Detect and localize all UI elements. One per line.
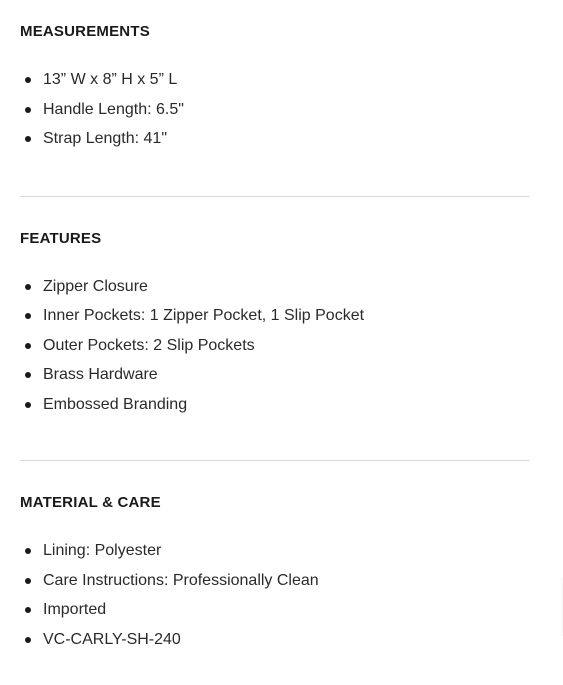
list-item — [20, 625, 530, 655]
product-details — [20, 0, 530, 654]
features-list — [20, 272, 530, 420]
material-care-section — [20, 461, 530, 654]
list-item-text: Brass Hardware — [43, 366, 158, 383]
list-item — [20, 331, 530, 361]
list-item — [20, 390, 530, 420]
list-item — [20, 95, 530, 125]
features-section — [20, 197, 530, 420]
measurements-list — [20, 65, 530, 154]
bullet-icon — [25, 107, 31, 113]
list-item-text: Care Instructions: Professionally Clean — [43, 571, 319, 589]
bullet-icon — [25, 343, 31, 349]
features-heading: FEATURES — [20, 229, 102, 247]
bullet-icon — [25, 372, 31, 378]
bullet-icon — [25, 402, 31, 408]
list-item — [20, 360, 530, 390]
bullet-icon — [25, 637, 31, 643]
list-item — [20, 566, 530, 596]
list-item-text: Strap Length: 41" — [43, 130, 167, 147]
bullet-icon — [25, 607, 31, 613]
list-item-text: Inner Pockets: 1 Zipper Pocket, 1 Slip Pocket — [43, 307, 365, 324]
material-care-list — [20, 536, 530, 654]
bullet-icon — [25, 548, 31, 554]
list-item-text: Lining: Polyester — [43, 542, 162, 559]
list-item-text: Zipper Closure — [43, 277, 148, 295]
bullet-icon — [25, 77, 31, 83]
material-care-heading: MATERIAL & CARE — [20, 494, 161, 511]
bullet-icon — [25, 136, 31, 142]
bullet-icon — [25, 284, 31, 290]
list-item-text: Imported — [43, 601, 107, 618]
bullet-icon — [25, 313, 31, 319]
list-item — [20, 595, 530, 625]
list-item — [20, 65, 530, 95]
measurements-section — [20, 0, 530, 154]
list-item-text: Handle Length: 6.5" — [43, 100, 184, 118]
list-item — [20, 124, 530, 154]
list-item — [20, 272, 530, 302]
list-item-text: 13” W x 8” H x 5” L — [43, 71, 178, 88]
list-item-text: Outer Pockets: 2 Slip Pockets — [43, 336, 255, 354]
bullet-icon — [25, 578, 31, 584]
list-item-text: Embossed Branding — [43, 395, 188, 413]
list-item — [20, 301, 530, 331]
list-item-text: VC-CARLY-SH-240 — [43, 630, 181, 648]
measurements-heading: MEASUREMENTS — [20, 23, 150, 40]
list-item — [20, 536, 530, 566]
